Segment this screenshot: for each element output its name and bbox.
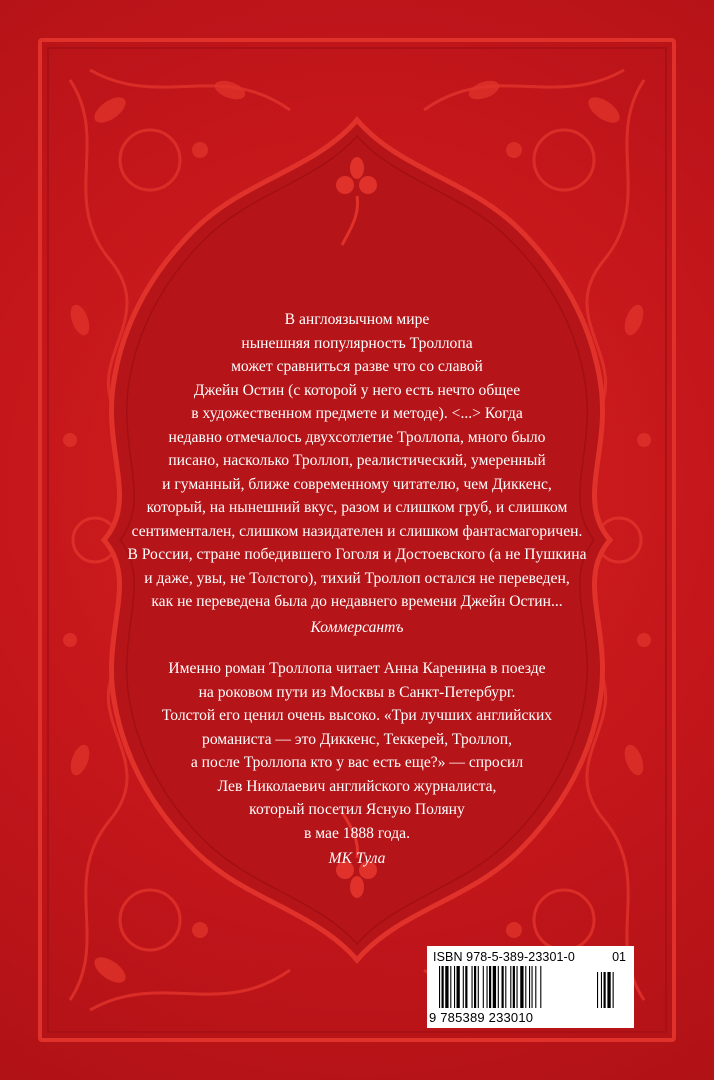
- blurb-line: нынешняя популярность Троллопа: [241, 334, 473, 352]
- blurb-line: Именно роман Троллопа читает Анна Каренина в поезде: [168, 660, 546, 677]
- blurb-line: В России, стране победившего Гоголя и Достоевского (а не Пушкина: [127, 546, 587, 563]
- isbn-barcode: [427, 946, 634, 1028]
- blurb-line: а после Троллопа кто у вас есть еще?» — спросил: [190, 754, 524, 771]
- isbn-number: ISBN 978-5-389-23301-0: [433, 950, 575, 964]
- barcode-digits: 9 785389 233010: [429, 1010, 534, 1025]
- blurb-line: Толстой его ценил очень высоко. «Три лучших английских: [161, 707, 553, 724]
- blurb-mk-tula: [80, 657, 634, 871]
- blurb-line: романиста — это Диккенс, Теккерей, Троллоп,: [202, 730, 512, 748]
- blurb-line: который посетил Ясную Поляну: [249, 801, 465, 818]
- blurb-line: и даже, увы, не Толстого), тихий Троллоп остался не переведен,: [144, 569, 570, 587]
- blurb-line: писано, насколько Троллоп, реалистический, умеренный: [168, 452, 546, 469]
- blurb-line: сентиментален, слишком назидателен и слишком фантасмагоричен.: [131, 522, 583, 540]
- blurb-line: который, на нынешний вкус, разом и слишком груб, и слишком: [146, 499, 568, 516]
- barcode-bars: [437, 966, 627, 1010]
- blurb-source: МК Тула: [328, 850, 386, 867]
- blurb-line: как не переведена была до недавнего времени Джейн Остин...: [151, 593, 563, 610]
- blurb-line: на роковом пути из Москвы в Санкт-Петербург.: [198, 683, 516, 701]
- blurb-source: Коммерсантъ: [310, 618, 404, 636]
- blurb-line: может сравниться разве что со славой: [231, 358, 483, 375]
- blurbs: [80, 308, 634, 871]
- blurb-line: в художественном предмете и методе). <...> Когда: [191, 405, 523, 422]
- blurb-kommersant: [80, 308, 634, 639]
- isbn-addon: 01: [612, 950, 626, 964]
- blurb-line: Лев Николаевич английского журналиста,: [217, 777, 497, 795]
- blurb-line: В англоязычном мире: [284, 311, 430, 328]
- blurb-line: и гуманный, ближе современному читателю, чем Диккенс,: [162, 475, 552, 493]
- blurb-line: Джейн Остин (с которой у него есть нечто общее: [193, 381, 521, 399]
- blurb-line: в мае 1888 года.: [304, 824, 410, 842]
- blurb-line: недавно отмечалось двухсотлетие Троллопа, много было: [168, 428, 546, 446]
